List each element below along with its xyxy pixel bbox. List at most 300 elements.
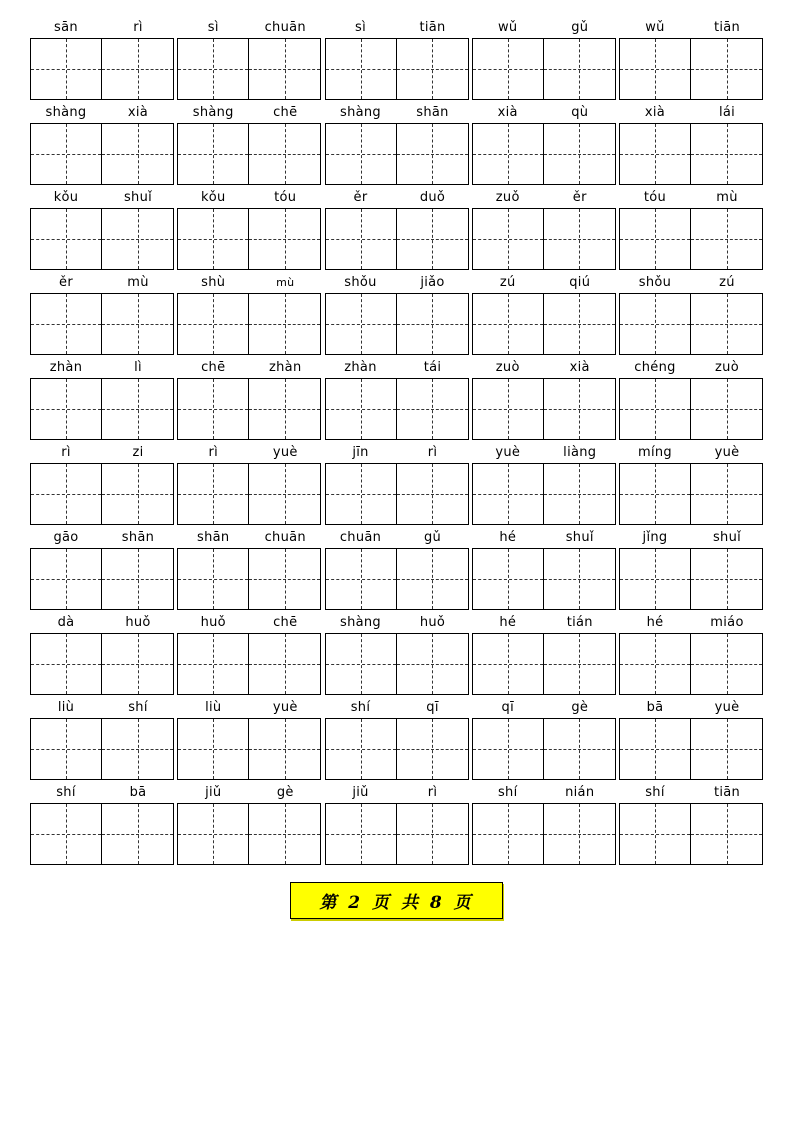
tianzige-cell[interactable] [472, 803, 544, 865]
pinyin-label: yuè [272, 445, 298, 460]
tianzige-cell[interactable] [691, 208, 763, 270]
cell-vertical-guide [655, 464, 656, 524]
tianzige-cell[interactable] [30, 38, 102, 100]
word-cell-group [325, 613, 469, 695]
tianzige-grid [325, 718, 469, 780]
tianzige-grid [325, 463, 469, 525]
cell-vertical-guide [727, 719, 728, 779]
pinyin-label: shàng [45, 105, 87, 120]
pinyin-label: shí [645, 785, 665, 800]
tianzige-cell[interactable] [472, 633, 544, 695]
pinyin-label: shān [416, 105, 449, 120]
pinyin-label: rì [208, 445, 219, 460]
tianzige-grid [325, 548, 469, 610]
pinyin-label: hé [646, 615, 664, 630]
tianzige-grid [30, 208, 174, 270]
word-cell-group [472, 613, 616, 695]
tianzige-cell[interactable] [177, 633, 249, 695]
tianzige-grid [325, 803, 469, 865]
tianzige-cell[interactable] [691, 378, 763, 440]
tianzige-cell[interactable] [397, 548, 469, 610]
cell-vertical-guide [285, 804, 286, 864]
pinyin-line [472, 273, 616, 293]
tianzige-cell[interactable] [397, 293, 469, 355]
pinyin-label: chē [273, 105, 298, 120]
pinyin-label: shí [497, 785, 518, 800]
tianzige-cell[interactable] [249, 208, 321, 270]
pinyin-label: zhàn [49, 360, 83, 375]
tianzige-cell[interactable] [249, 38, 321, 100]
word-cell-group [30, 188, 174, 270]
cell-vertical-guide [432, 379, 433, 439]
word-cell-group [619, 698, 763, 780]
cell-vertical-guide [66, 634, 67, 694]
tianzige-cell[interactable] [472, 208, 544, 270]
pinyin-label: jiǔ [205, 785, 222, 800]
cell-vertical-guide [66, 804, 67, 864]
tianzige-cell[interactable] [619, 123, 691, 185]
tianzige-cell[interactable] [102, 378, 174, 440]
cell-vertical-guide [361, 804, 362, 864]
tianzige-cell[interactable] [325, 293, 397, 355]
tianzige-cell[interactable] [177, 463, 249, 525]
cell-vertical-guide [66, 464, 67, 524]
cell-vertical-guide [361, 719, 362, 779]
tianzige-cell[interactable] [30, 378, 102, 440]
tianzige-cell[interactable] [544, 803, 616, 865]
cell-vertical-guide [727, 294, 728, 354]
tianzige-cell[interactable] [249, 548, 321, 610]
tianzige-cell[interactable] [325, 548, 397, 610]
cell-vertical-guide [361, 549, 362, 609]
cell-vertical-guide [579, 464, 580, 524]
pinyin-line [177, 443, 321, 463]
cell-vertical-guide [432, 549, 433, 609]
pinyin-label: zhàn [269, 360, 302, 375]
cell-vertical-guide [138, 294, 139, 354]
pinyin-label: miáo [710, 615, 744, 630]
worksheet-row [30, 18, 763, 100]
pinyin-line [325, 443, 469, 463]
pinyin-label: mù [716, 190, 738, 205]
pinyin-label: shān [121, 530, 155, 545]
cell-vertical-guide [285, 209, 286, 269]
pinyin-label: huǒ [125, 615, 151, 630]
cell-vertical-guide [655, 549, 656, 609]
cell-vertical-guide [138, 634, 139, 694]
word-cell-group [177, 613, 321, 695]
cell-vertical-guide [66, 549, 67, 609]
cell-vertical-guide [432, 209, 433, 269]
tianzige-cell[interactable] [30, 718, 102, 780]
tianzige-cell[interactable] [619, 548, 691, 610]
word-cell-group [177, 358, 321, 440]
pinyin-label: míng [638, 445, 672, 460]
tianzige-cell[interactable] [177, 548, 249, 610]
tianzige-cell[interactable] [397, 123, 469, 185]
pinyin-label: xià [569, 360, 590, 375]
cell-vertical-guide [508, 549, 509, 609]
tianzige-cell[interactable] [397, 633, 469, 695]
pinyin-label: chuān [339, 530, 382, 545]
tianzige-cell[interactable] [30, 123, 102, 185]
pinyin-label: ěr [572, 190, 587, 205]
tianzige-grid [472, 378, 616, 440]
tianzige-cell[interactable] [472, 718, 544, 780]
cell-vertical-guide [285, 464, 286, 524]
tianzige-cell[interactable] [325, 378, 397, 440]
pinyin-line [177, 103, 321, 123]
tianzige-grid [472, 718, 616, 780]
word-cell-group [472, 443, 616, 525]
pinyin-label: chē [273, 615, 298, 630]
tianzige-grid [472, 123, 616, 185]
pinyin-label: zú [719, 275, 735, 290]
tianzige-grid [30, 38, 174, 100]
tianzige-grid [30, 803, 174, 865]
tianzige-cell[interactable] [249, 463, 321, 525]
pinyin-line [619, 273, 763, 293]
tianzige-cell[interactable] [102, 208, 174, 270]
tianzige-cell[interactable] [30, 548, 102, 610]
pinyin-label: tiān [713, 20, 741, 35]
pinyin-line [177, 528, 321, 548]
tianzige-cell[interactable] [30, 633, 102, 695]
tianzige-cell[interactable] [544, 38, 616, 100]
tianzige-cell[interactable] [249, 293, 321, 355]
tianzige-cell[interactable] [691, 123, 763, 185]
tianzige-grid [619, 803, 763, 865]
cell-vertical-guide [213, 804, 214, 864]
pinyin-label: rì [61, 445, 71, 460]
cell-vertical-guide [727, 124, 728, 184]
tianzige-grid [325, 378, 469, 440]
word-cell-group [325, 698, 469, 780]
pinyin-label: tóu [643, 190, 667, 205]
tianzige-cell[interactable] [177, 803, 249, 865]
cell-vertical-guide [508, 379, 509, 439]
pinyin-label: gāo [53, 530, 79, 545]
pinyin-label: xià [497, 105, 518, 120]
cell-vertical-guide [213, 464, 214, 524]
pinyin-line [325, 188, 469, 208]
tianzige-cell[interactable] [102, 38, 174, 100]
tianzige-cell[interactable] [325, 633, 397, 695]
pinyin-label: qī [501, 700, 514, 715]
cell-vertical-guide [213, 124, 214, 184]
word-cell-group [325, 188, 469, 270]
tianzige-grid [30, 293, 174, 355]
cell-vertical-guide [508, 804, 509, 864]
tianzige-cell[interactable] [325, 463, 397, 525]
cell-vertical-guide [579, 124, 580, 184]
word-cell-group [325, 443, 469, 525]
tianzige-cell[interactable] [397, 718, 469, 780]
tianzige-cell[interactable] [102, 633, 174, 695]
cell-vertical-guide [655, 294, 656, 354]
cell-vertical-guide [66, 209, 67, 269]
pinyin-line [30, 698, 174, 718]
tianzige-grid [619, 378, 763, 440]
pinyin-label: jǐng [642, 530, 668, 545]
cell-vertical-guide [655, 719, 656, 779]
word-cell-group [177, 188, 321, 270]
pinyin-line [619, 443, 763, 463]
tianzige-cell[interactable] [472, 548, 544, 610]
tianzige-cell[interactable] [544, 293, 616, 355]
cell-vertical-guide [138, 549, 139, 609]
pinyin-line [472, 698, 616, 718]
pinyin-line [177, 698, 321, 718]
tianzige-cell[interactable] [325, 38, 397, 100]
pinyin-label: jiǎo [420, 275, 445, 290]
cell-vertical-guide [66, 294, 67, 354]
tianzige-cell[interactable] [397, 803, 469, 865]
word-cell-group [177, 698, 321, 780]
cell-vertical-guide [432, 634, 433, 694]
tianzige-grid [177, 293, 321, 355]
word-cell-group [619, 443, 763, 525]
word-cell-group [30, 103, 174, 185]
tianzige-cell[interactable] [544, 463, 616, 525]
cell-vertical-guide [579, 804, 580, 864]
tianzige-cell[interactable] [544, 633, 616, 695]
pinyin-label: gè [571, 700, 589, 715]
pinyin-line [472, 613, 616, 633]
tianzige-cell[interactable] [177, 293, 249, 355]
tianzige-cell[interactable] [325, 803, 397, 865]
cell-vertical-guide [213, 549, 214, 609]
word-cell-group [619, 613, 763, 695]
pinyin-label: zú [499, 275, 516, 290]
word-cell-group [325, 783, 469, 865]
tianzige-cell[interactable] [691, 803, 763, 865]
tianzige-grid [177, 633, 321, 695]
pinyin-label: gǔ [571, 20, 589, 35]
word-cell-group [472, 18, 616, 100]
cell-vertical-guide [361, 379, 362, 439]
pinyin-line [472, 528, 616, 548]
cell-vertical-guide [655, 804, 656, 864]
pinyin-label: huǒ [200, 615, 226, 630]
tianzige-cell[interactable] [177, 378, 249, 440]
pinyin-label: zuò [715, 360, 739, 375]
tianzige-cell[interactable] [397, 378, 469, 440]
tianzige-cell[interactable] [177, 38, 249, 100]
pinyin-label: gè [276, 785, 294, 800]
word-cell-group [472, 273, 616, 355]
tianzige-cell[interactable] [325, 123, 397, 185]
tianzige-grid [177, 123, 321, 185]
tianzige-grid [619, 548, 763, 610]
tianzige-cell[interactable] [249, 633, 321, 695]
tianzige-cell[interactable] [249, 803, 321, 865]
tianzige-cell[interactable] [544, 548, 616, 610]
cell-vertical-guide [213, 209, 214, 269]
cell-vertical-guide [727, 549, 728, 609]
pinyin-label: bā [646, 700, 664, 715]
pinyin-label: zuò [495, 360, 520, 375]
cell-vertical-guide [66, 719, 67, 779]
tianzige-cell[interactable] [249, 378, 321, 440]
pinyin-label: shuǐ [123, 190, 153, 205]
tianzige-cell[interactable] [691, 548, 763, 610]
worksheet-row [30, 528, 763, 610]
pinyin-line [619, 613, 763, 633]
tianzige-cell[interactable] [30, 293, 102, 355]
cell-vertical-guide [138, 804, 139, 864]
tianzige-cell[interactable] [102, 123, 174, 185]
pinyin-label: duǒ [419, 190, 446, 205]
tianzige-grid [177, 803, 321, 865]
cell-vertical-guide [508, 719, 509, 779]
tianzige-cell[interactable] [102, 293, 174, 355]
pinyin-label: lái [718, 105, 736, 120]
tianzige-cell[interactable] [691, 293, 763, 355]
tianzige-cell[interactable] [619, 463, 691, 525]
tianzige-cell[interactable] [619, 803, 691, 865]
tianzige-cell[interactable] [691, 38, 763, 100]
tianzige-cell[interactable] [472, 463, 544, 525]
cell-vertical-guide [361, 464, 362, 524]
pinyin-line [619, 528, 763, 548]
cell-vertical-guide [213, 294, 214, 354]
tianzige-grid [177, 718, 321, 780]
cell-vertical-guide [361, 294, 362, 354]
tianzige-cell[interactable] [325, 208, 397, 270]
tianzige-cell[interactable] [102, 548, 174, 610]
tianzige-cell[interactable] [619, 208, 691, 270]
tianzige-cell[interactable] [30, 208, 102, 270]
cell-vertical-guide [579, 634, 580, 694]
pinyin-line [177, 613, 321, 633]
tianzige-cell[interactable] [249, 718, 321, 780]
tianzige-cell[interactable] [544, 123, 616, 185]
cell-vertical-guide [213, 379, 214, 439]
tianzige-cell[interactable] [177, 208, 249, 270]
tianzige-grid [619, 633, 763, 695]
tianzige-cell[interactable] [472, 378, 544, 440]
cell-vertical-guide [66, 124, 67, 184]
word-cell-group [177, 18, 321, 100]
worksheet-rows [30, 18, 763, 868]
word-cell-group [325, 103, 469, 185]
pinyin-label: ěr [59, 275, 73, 290]
cell-vertical-guide [138, 124, 139, 184]
tianzige-cell[interactable] [177, 123, 249, 185]
worksheet-row [30, 783, 763, 865]
tianzige-cell[interactable] [472, 38, 544, 100]
tianzige-cell[interactable] [397, 463, 469, 525]
word-cell-group [325, 18, 469, 100]
pinyin-line [472, 443, 616, 463]
worksheet-row [30, 103, 763, 185]
pinyin-label: shù [201, 275, 226, 290]
tianzige-grid [177, 548, 321, 610]
tianzige-cell[interactable] [472, 123, 544, 185]
tianzige-cell[interactable] [249, 123, 321, 185]
tianzige-cell[interactable] [691, 718, 763, 780]
tianzige-cell[interactable] [102, 463, 174, 525]
worksheet-row [30, 613, 763, 695]
cell-vertical-guide [579, 39, 580, 99]
tianzige-cell[interactable] [619, 633, 691, 695]
pinyin-line [30, 273, 174, 293]
cell-vertical-guide [432, 39, 433, 99]
word-cell-group [472, 783, 616, 865]
cell-vertical-guide [579, 379, 580, 439]
pinyin-line [177, 188, 321, 208]
cell-vertical-guide [285, 379, 286, 439]
worksheet-row [30, 698, 763, 780]
cell-vertical-guide [508, 124, 509, 184]
tianzige-grid [619, 38, 763, 100]
cell-vertical-guide [727, 379, 728, 439]
pinyin-line [325, 273, 469, 293]
pinyin-label: mù [127, 275, 149, 290]
tianzige-cell[interactable] [102, 718, 174, 780]
cell-vertical-guide [138, 39, 139, 99]
pinyin-label: shuǐ [565, 530, 594, 545]
tianzige-cell[interactable] [691, 463, 763, 525]
tianzige-cell[interactable] [102, 803, 174, 865]
tianzige-grid [177, 38, 321, 100]
word-cell-group [30, 358, 174, 440]
pinyin-line [30, 443, 174, 463]
cell-vertical-guide [727, 464, 728, 524]
tianzige-grid [177, 463, 321, 525]
page-footer [30, 882, 763, 919]
word-cell-group [177, 103, 321, 185]
pinyin-label: huǒ [419, 615, 446, 630]
tianzige-cell[interactable] [544, 378, 616, 440]
pinyin-label: mù [276, 276, 295, 289]
tianzige-cell[interactable] [472, 293, 544, 355]
tianzige-cell[interactable] [397, 38, 469, 100]
tianzige-cell[interactable] [619, 378, 691, 440]
tianzige-grid [325, 633, 469, 695]
pinyin-label: yuè [495, 445, 521, 460]
tianzige-cell[interactable] [619, 38, 691, 100]
word-cell-group [619, 273, 763, 355]
pinyin-label: tóu [274, 190, 297, 205]
pinyin-label: shǒu [638, 275, 672, 290]
tianzige-cell[interactable] [619, 718, 691, 780]
cell-vertical-guide [66, 379, 67, 439]
pinyin-label: shí [128, 700, 148, 715]
pinyin-line [177, 783, 321, 803]
tianzige-grid [472, 463, 616, 525]
word-cell-group [619, 188, 763, 270]
pinyin-line [619, 783, 763, 803]
tianzige-cell[interactable] [325, 718, 397, 780]
tianzige-cell[interactable] [619, 293, 691, 355]
pinyin-label: liàng [563, 445, 597, 460]
tianzige-cell[interactable] [397, 208, 469, 270]
cell-vertical-guide [655, 634, 656, 694]
pinyin-label: shǒu [344, 275, 377, 290]
tianzige-cell[interactable] [30, 463, 102, 525]
pinyin-label: tiān [713, 785, 741, 800]
tianzige-cell[interactable] [691, 633, 763, 695]
tianzige-cell[interactable] [544, 718, 616, 780]
pinyin-line [619, 103, 763, 123]
tianzige-cell[interactable] [177, 718, 249, 780]
tianzige-grid [30, 123, 174, 185]
tianzige-cell[interactable] [544, 208, 616, 270]
cell-vertical-guide [579, 294, 580, 354]
tianzige-cell[interactable] [30, 803, 102, 865]
